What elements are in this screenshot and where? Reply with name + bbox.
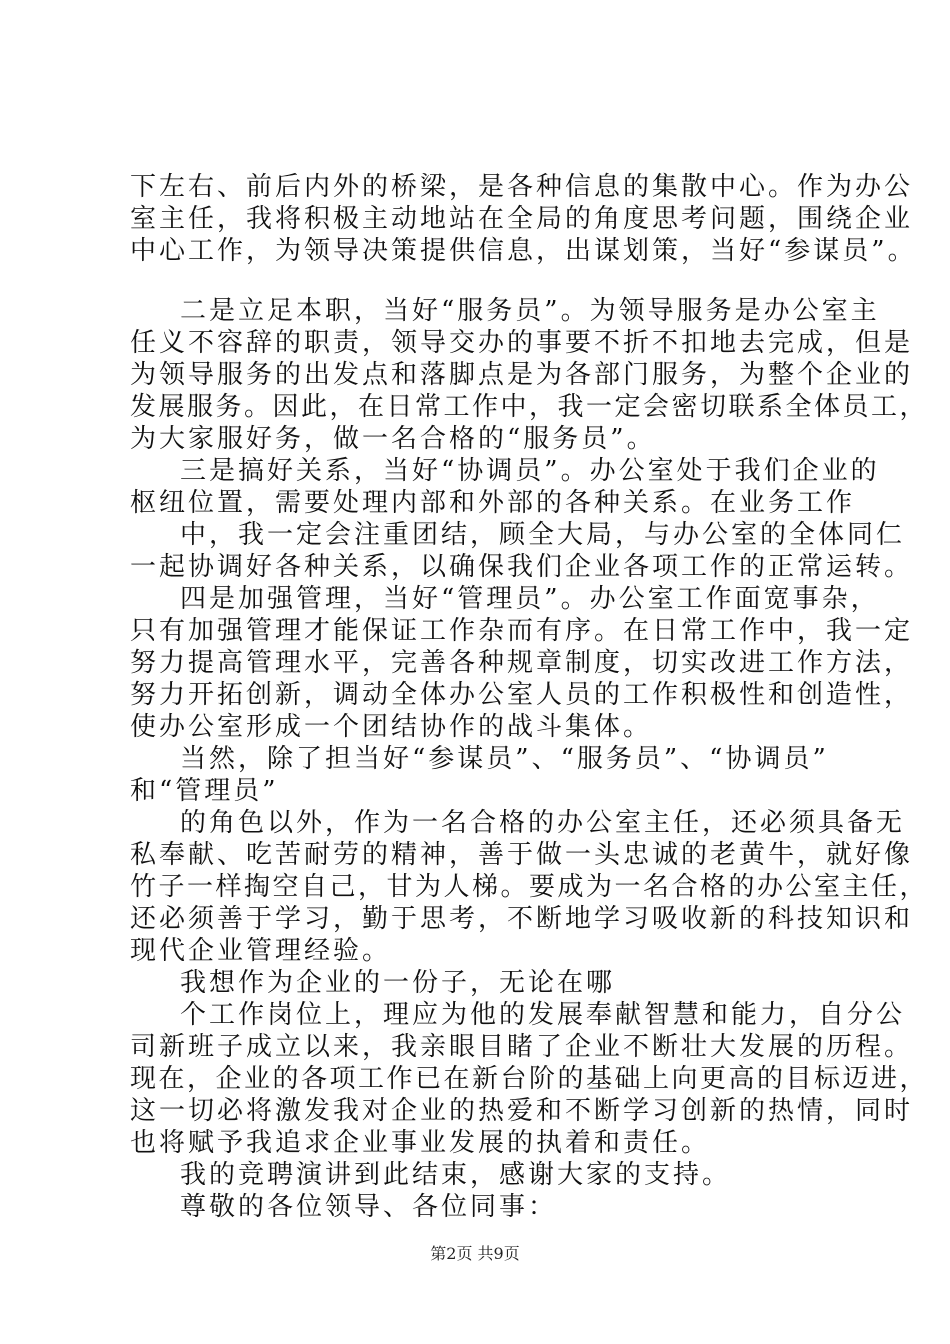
text-line: 下左右、前后内外的桥梁，是各种信息的集散中心。作为办公 [130,172,914,202]
text-line: 现在，企业的各项工作已在新台阶的基础上向更高的目标迈进， [130,1064,929,1094]
text-line: 中，我一定会注重团结，顾全大局，与办公室的全体同仁 [180,520,906,550]
text-line: 私奉献、吃苦耐劳的精神，善于做一头忠诚的老黄牛，就好像 [130,840,914,870]
text-line: 中心工作，为领导决策提供信息，出谋划策，当好“参谋员”。 [130,236,917,266]
text-line: 我想作为企业的一份子，无论在哪 [180,968,616,998]
text-line: 当然，除了担当好“参谋员”、“服务员”、“协调员” [180,744,829,774]
text-line: 一起协调好各种关系，以确保我们企业各项工作的正常运转。 [130,552,914,582]
text-line: 努力开拓创新，调动全体办公室人员的工作积极性和创造性， [130,680,914,710]
text-line: 为大家服好务，做一名合格的“服务员”。 [130,424,656,454]
text-line: 我的竞聘演讲到此结束，感谢大家的支持。 [180,1160,732,1190]
text-line: 只有加强管理才能保证工作杂而有序。在日常工作中，我一定 [130,616,914,646]
text-line: 尊敬的各位领导、各位同事： [180,1192,558,1222]
page-number-footer: 第2页 共9页 [430,1244,520,1263]
text-line: 还必须善于学习，勤于思考，不断地学习吸收新的科技知识和 [130,904,914,934]
text-line: 努力提高管理水平，完善各种规章制度，切实改进工作方法， [130,648,914,678]
text-line: 四是加强管理，当好“管理员”。办公室工作面宽事杂， [180,584,880,614]
text-line: 为领导服务的出发点和落脚点是为各部门服务，为整个企业的 [130,360,914,390]
text-line: 这一切必将激发我对企业的热爱和不断学习创新的热情，同时 [130,1096,914,1126]
text-line: 枢纽位置，需要处理内部和外部的各种关系。在业务工作 [130,488,856,518]
text-line: 现代企业管理经验。 [130,936,392,966]
text-line: 司新班子成立以来，我亲眼目睹了企业不断壮大发展的历程。 [130,1032,914,1062]
text-line: 发展服务。因此，在日常工作中，我一定会密切联系全体员工， [130,392,929,422]
text-line: 竹子一样掏空自己，甘为人梯。要成为一名合格的办公室主任， [130,872,929,902]
text-line: 个工作岗位上，理应为他的发展奉献智慧和能力，自分公 [180,1000,906,1030]
text-line: 也将赋予我追求企业事业发展的执着和责任。 [130,1128,711,1158]
text-line: 三是搞好关系，当好“协调员”。办公室处于我们企业的 [180,456,880,486]
text-line: 使办公室形成一个团结协作的战斗集体。 [130,712,653,742]
text-line: 的角色以外，作为一名合格的办公室主任，还必须具备无 [180,808,906,838]
text-line: 室主任，我将积极主动地站在全局的角度思考问题，围绕企业 [130,204,914,234]
text-line: 任义不容辞的职责，领导交办的事要不折不扣地去完成，但是 [130,328,914,358]
text-line: 二是立足本职，当好“服务员”。为领导服务是办公室主 [180,296,880,326]
text-line: 和“管理员” [130,776,279,806]
